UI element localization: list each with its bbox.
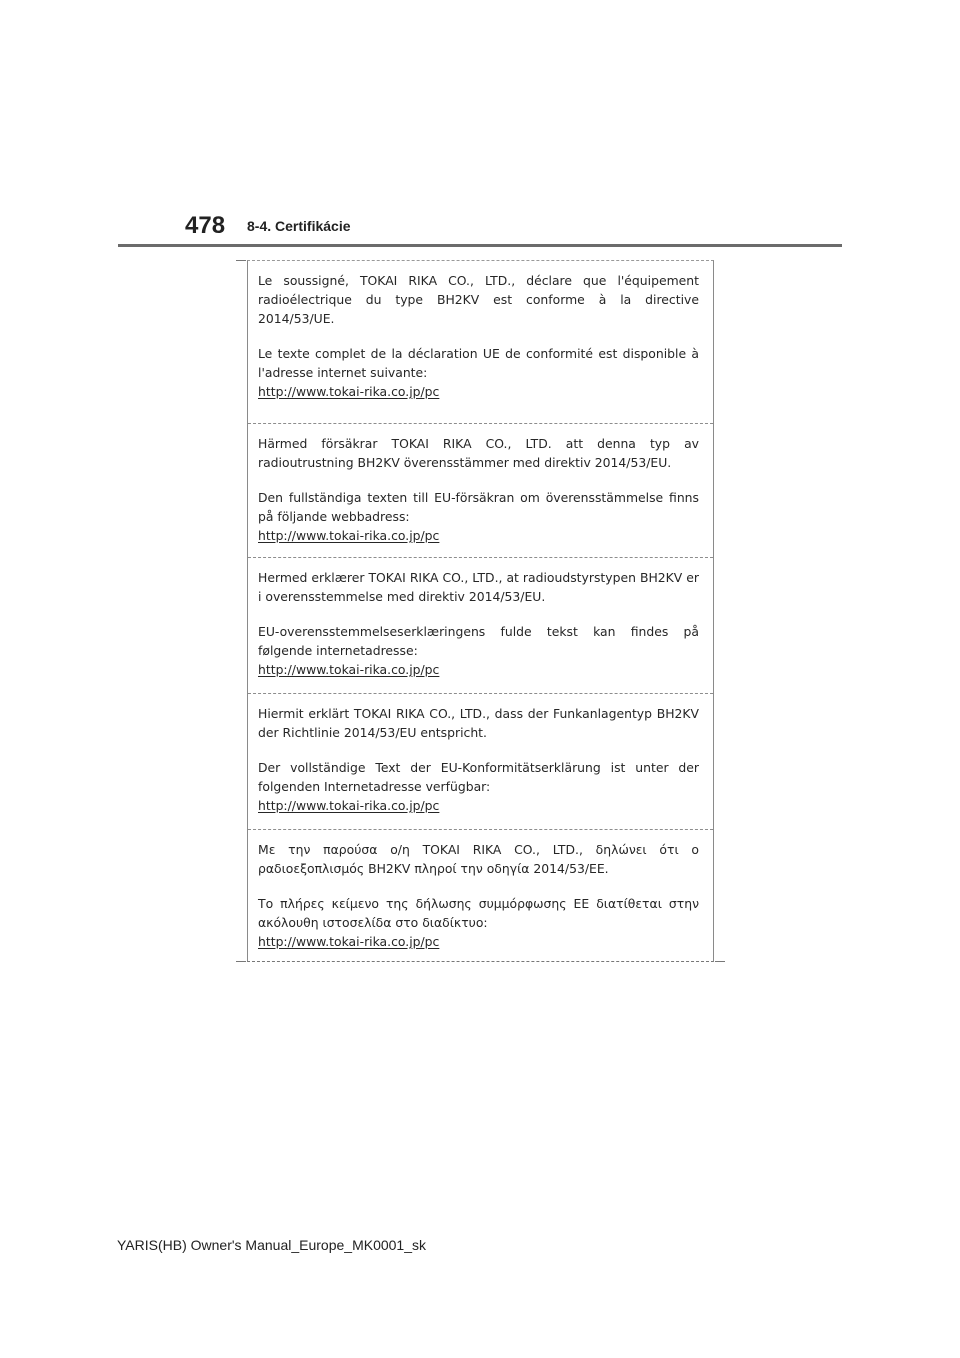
declaration-availability: Den fullständiga texten till EU-försäkran om överensstämmelse finns på följande webbadress: bbox=[258, 490, 699, 524]
declaration-greek bbox=[248, 829, 713, 961]
page-number: 478 bbox=[185, 212, 226, 239]
declaration-url-link[interactable]: http://www.tokai-rika.co.jp/pc bbox=[258, 528, 440, 543]
footer-text: YARIS(HB) Owner's Manual_Europe_MK0001_sk bbox=[117, 1237, 426, 1253]
declaration-availability: EU-overensstemmelseserklæringens fulde tekst kan findes på følgende internetadresse: bbox=[258, 624, 699, 658]
declaration-statement: Με την παρούσα ο/η TOKAI RIKA CO., LTD., δηλώνει ότι ο ραδιοεξοπλισμός BH2KV πληροί την οδηγία 2014/53/ΕΕ. bbox=[258, 842, 699, 876]
header-rule bbox=[118, 244, 842, 247]
declaration-statement: Hiermit erklärt TOKAI RIKA CO., LTD., dass der Funkanlagentyp BH2KV der Richtlinie 2014/53/EU entspricht. bbox=[258, 706, 699, 740]
declaration-url-link[interactable]: http://www.tokai-rika.co.jp/pc bbox=[258, 934, 440, 949]
declaration-french bbox=[248, 261, 713, 423]
declaration-url-link[interactable]: http://www.tokai-rika.co.jp/pc bbox=[258, 798, 440, 813]
declaration-statement: Härmed försäkrar TOKAI RIKA CO., LTD. att denna typ av radioutrustning BH2KV överensstämmer med direktiv 2014/53/EU. bbox=[258, 436, 699, 470]
corner-tick-bottom-left bbox=[236, 961, 246, 962]
declaration-danish bbox=[248, 557, 713, 693]
corner-tick-bottom-right bbox=[715, 961, 725, 962]
declaration-url-link[interactable]: http://www.tokai-rika.co.jp/pc bbox=[258, 384, 440, 399]
declaration-url-link[interactable]: http://www.tokai-rika.co.jp/pc bbox=[258, 662, 440, 677]
declaration-availability: Le texte complet de la déclaration UE de conformité est disponible à l'adresse internet suivante: bbox=[258, 346, 699, 380]
declaration-swedish bbox=[248, 423, 713, 557]
declaration-box bbox=[247, 260, 714, 962]
declaration-german bbox=[248, 693, 713, 829]
declaration-availability: Der vollständige Text der EU-Konformitätserklärung ist unter der folgenden Internetadresse verfügbar: bbox=[258, 760, 699, 794]
declaration-statement: Hermed erklærer TOKAI RIKA CO., LTD., at radioudstyrstypen BH2KV er i overensstemmelse med direktiv 2014/53/EU. bbox=[258, 570, 699, 604]
section-title: 8-4. Certifikácie bbox=[247, 218, 351, 234]
declaration-statement: Le soussigné, TOKAI RIKA CO., LTD., déclare que l'équipement radioélectrique du type BH2KV est conforme à la directive 2014/53/UE. bbox=[258, 273, 699, 326]
declaration-availability: Το πλήρες κείμενο της δήλωσης συμμόρφωσης ΕΕ διατίθεται στην ακόλουθη ιστοσελίδα στο διαδίκτυο: bbox=[258, 896, 699, 930]
corner-tick-top-left bbox=[236, 260, 246, 261]
